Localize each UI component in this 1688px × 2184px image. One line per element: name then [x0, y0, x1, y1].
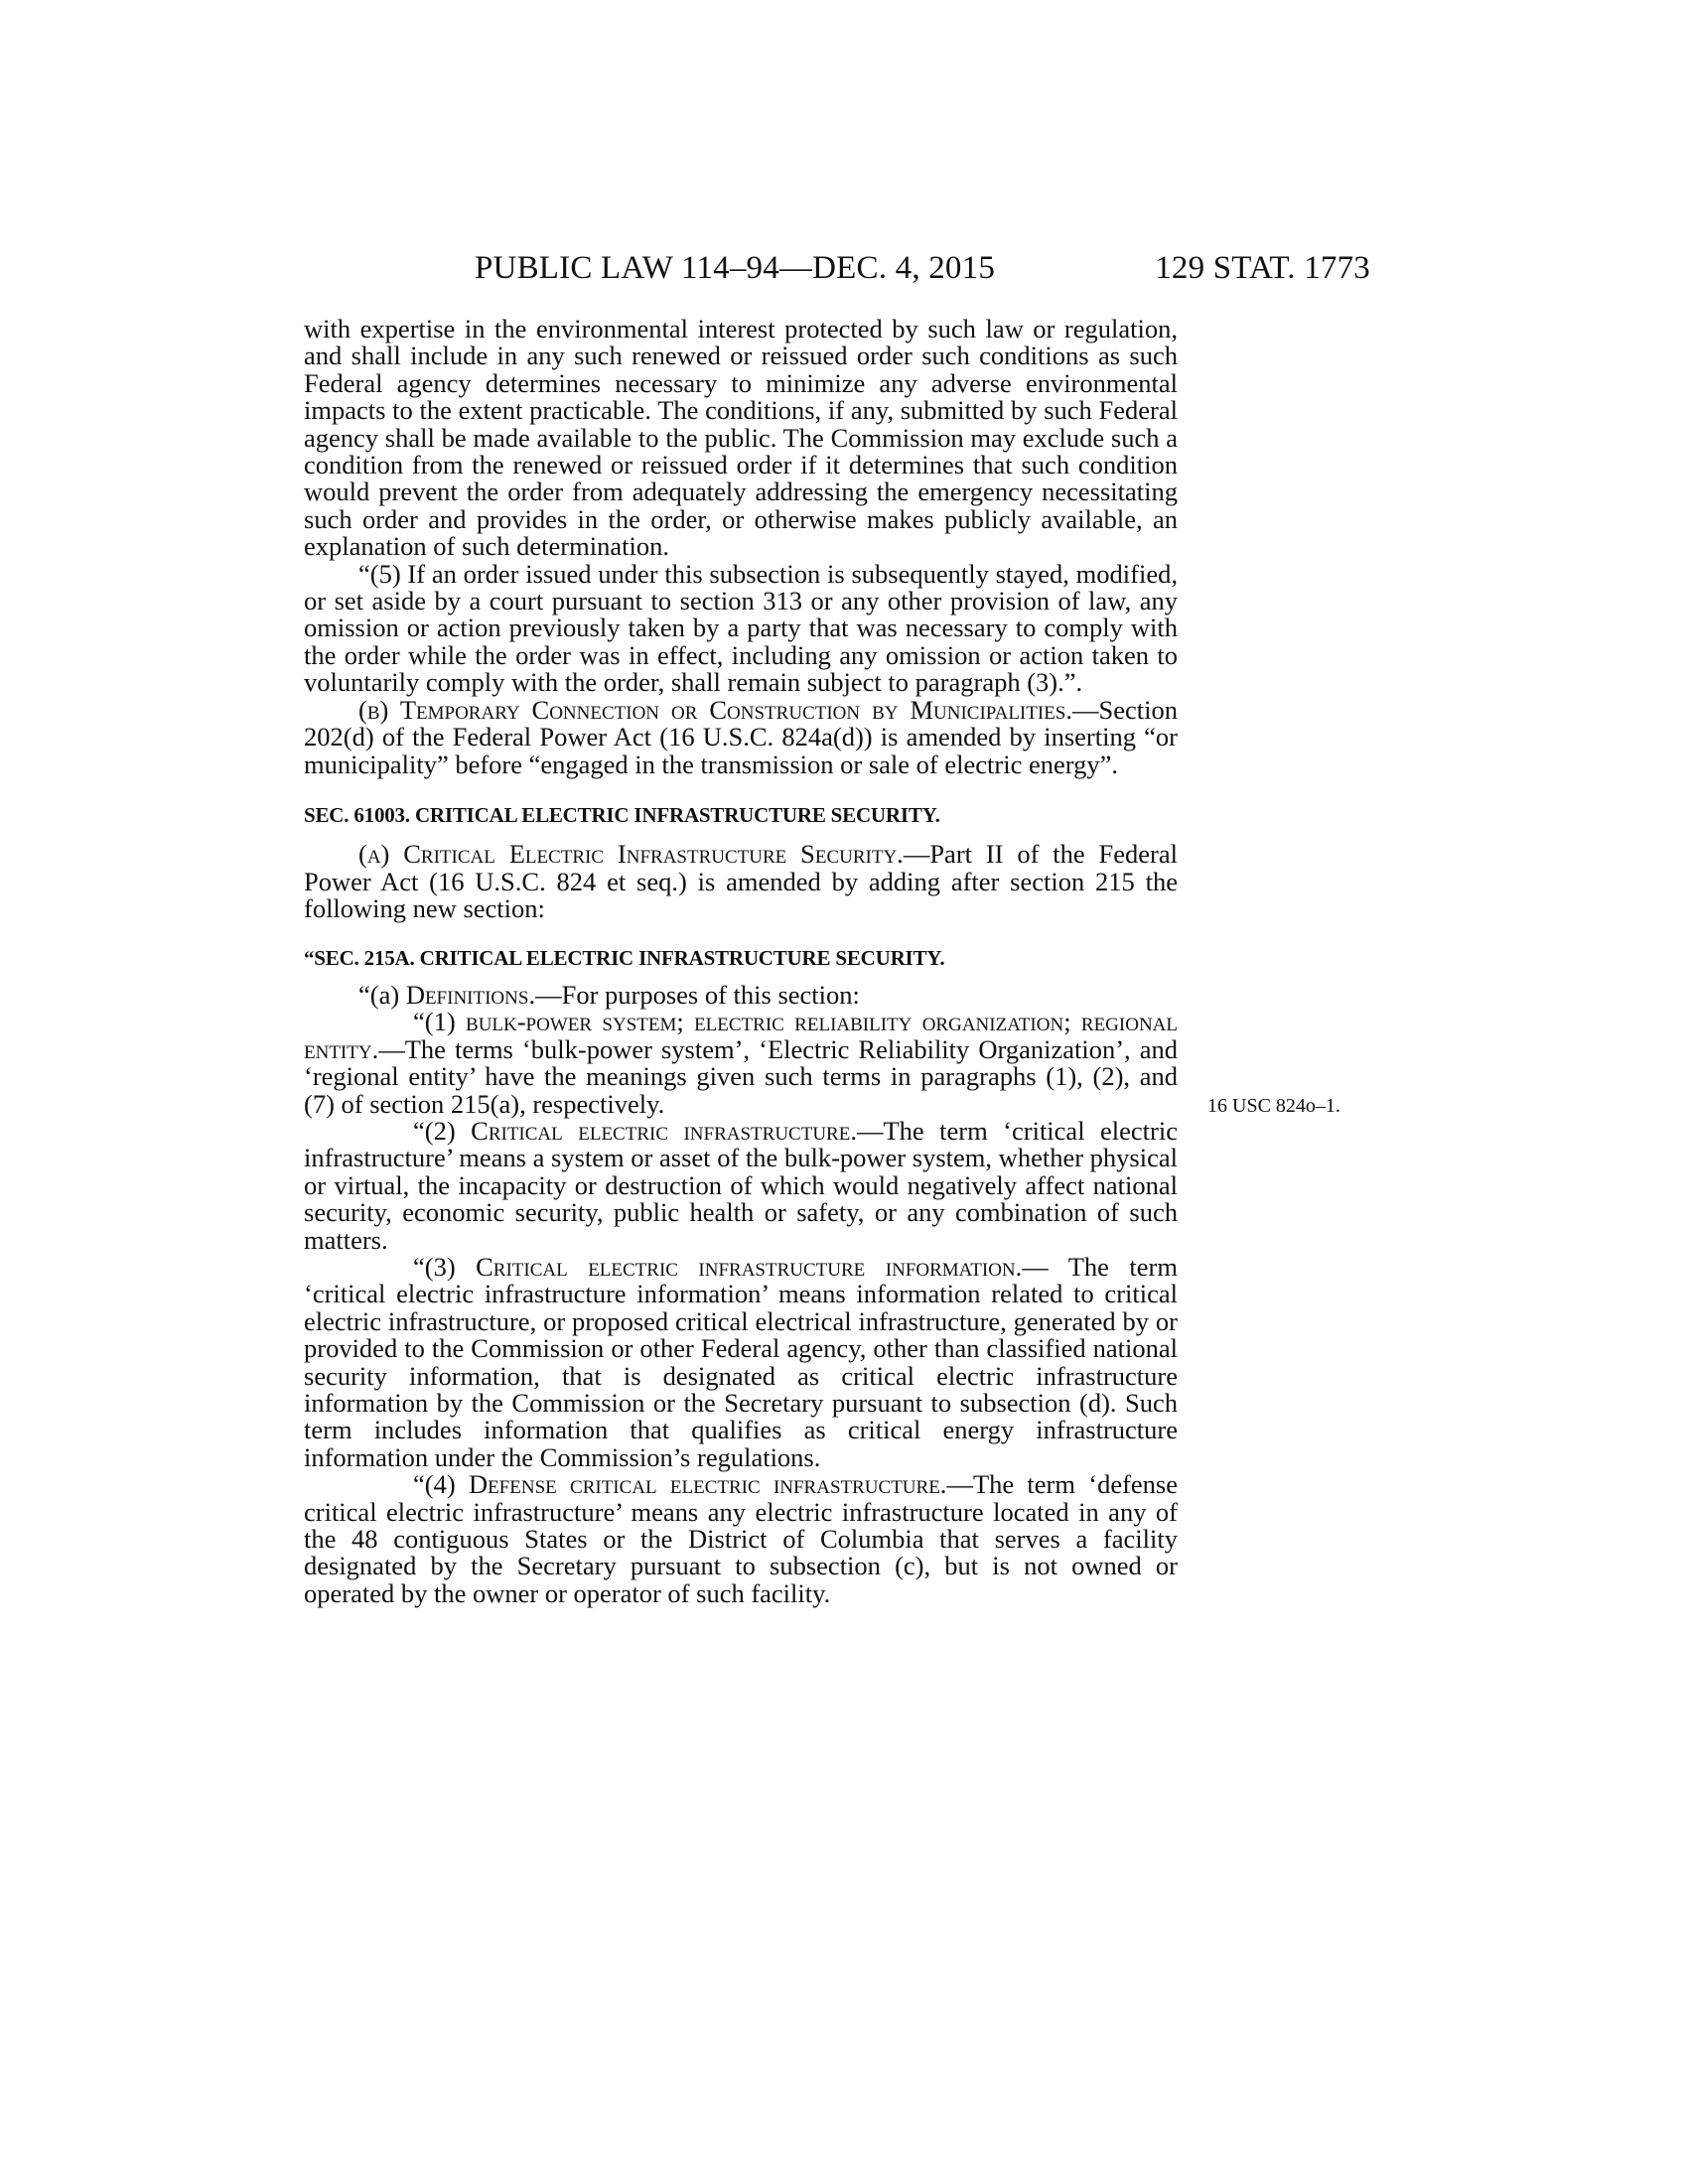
paragraph-body: —The term ‘defense critical electric infrastructure’ means any electric infrastructure located in any of the 48 contiguous States or the District of Columbia that serves a facility designated by the Secretary pursuant to subsection (c), but is not owned or operated by the owner or operator of such facility. [304, 1469, 1178, 1608]
margin-citation-note: 16 USC 824o–1. [1207, 1095, 1340, 1117]
paragraph-heading: (b) Temporary Connection or Construction by Municipalities. [358, 694, 1072, 725]
paragraph-number: “(1) [413, 1007, 467, 1037]
paragraph-body: —Part II of the Federal Power Act (16 U.S.C. 824 et seq.) is amended by adding after section 215 the following new section: [304, 839, 1178, 924]
definition-2 [304, 1115, 1178, 1255]
paragraph-body: —The terms ‘bulk-power system’, ‘Electric Reliability Organization’, and ‘regional entity’ have the meanings given such terms in paragraphs (1), (2), and (7) of section 215(a), respectively. [304, 1033, 1178, 1119]
paragraph-heading: Defense critical electric infrastructure. [468, 1469, 947, 1500]
document-body [304, 316, 1178, 1607]
definition-3 [304, 1254, 1178, 1471]
paragraph-heading: bulk-power system; electric reliability organization; regional entity. [304, 1007, 1178, 1064]
statute-page-number: 129 STAT. 1773 [1155, 250, 1370, 286]
definition-4 [304, 1471, 1178, 1607]
paragraph-body: — The term ‘critical electric infrastructure information’ means information related to critical electric infrastructure, or proposed critical electrical infrastructure, generated by or provided to the Commission or other Federal agency, other than classified national security information, that is designated as critical electric infrastructure information by the Commission or the Secretary pursuant to subsection (d). Such term includes information that qualifies as critical energy infrastructure information under the Commission’s regulations. [304, 1252, 1178, 1472]
paragraph-continuation: with expertise in the environmental interest protected by such law or regulation, and shall include in any such renewed or reissued order such conditions as such Federal agency determines necessary to minimize any adverse environmental impacts to the extent practicable. The conditions, if any, submitted by such Federal agency shall be made available to the public. The Commission may exclude such a condition from the renewed or reissued order if it determines that such condition would prevent the order from adequately addressing the emergency necessitating such order and provides in the order, or otherwise makes publicly available, an explanation of such determination. [304, 314, 1178, 562]
paragraph-body: —For purposes of this section: [535, 979, 860, 1010]
paragraph-b-municipalities [304, 694, 1178, 779]
paragraph-heading: (a) Critical Electric Infrastructure Security. [358, 839, 904, 870]
paragraph-number: “(a) [358, 979, 406, 1010]
paragraph-heading: Definitions. [405, 979, 536, 1010]
paragraph-body: —Section 202(d) of the Federal Power Act (16 U.S.C. 824a(d)) is amended by inserting “or municipality” before “engaged in the transmission or sale of electric energy”. [304, 694, 1178, 779]
definition-1 [304, 1009, 1178, 1118]
paragraph-5: “(5) If an order issued under this subsection is subsequently stayed, modified, or set aside by a court pursuant to section 313 or any other provision of law, any omission or action previously taken by a party that was necessary to comply with the order while the order was in effect, including any omission or action taken to voluntarily comply with the order, shall remain subject to paragraph (3).”. [304, 558, 1178, 698]
paragraph-heading: Critical electric infrastructure. [471, 1115, 857, 1146]
paragraph-number: “(2) [413, 1115, 472, 1146]
paragraph-heading: Critical electric infrastructure information. [476, 1252, 1023, 1282]
paragraph-number: “(4) [413, 1469, 469, 1500]
section-heading-215a: “SEC. 215A. CRITICAL ELECTRIC INFRASTRUCTURE SECURITY. [304, 945, 945, 970]
paragraph-a-definitions [304, 979, 1178, 1010]
paragraph-number: “(3) [413, 1252, 477, 1282]
paragraph-body: —The term ‘critical electric infrastructure’ means a system or asset of the bulk-power system, whether physical or virtual, the incapacity or destruction of which would negatively affect national security, economic security, public health or safety, or any combination of such matters. [304, 1115, 1178, 1255]
running-head-title: PUBLIC LAW 114–94—DEC. 4, 2015 [475, 250, 996, 286]
section-heading-61003: SEC. 61003. CRITICAL ELECTRIC INFRASTRUCTURE SECURITY. [304, 802, 940, 827]
paragraph-a-security [304, 841, 1178, 922]
page-header [0, 250, 1688, 290]
